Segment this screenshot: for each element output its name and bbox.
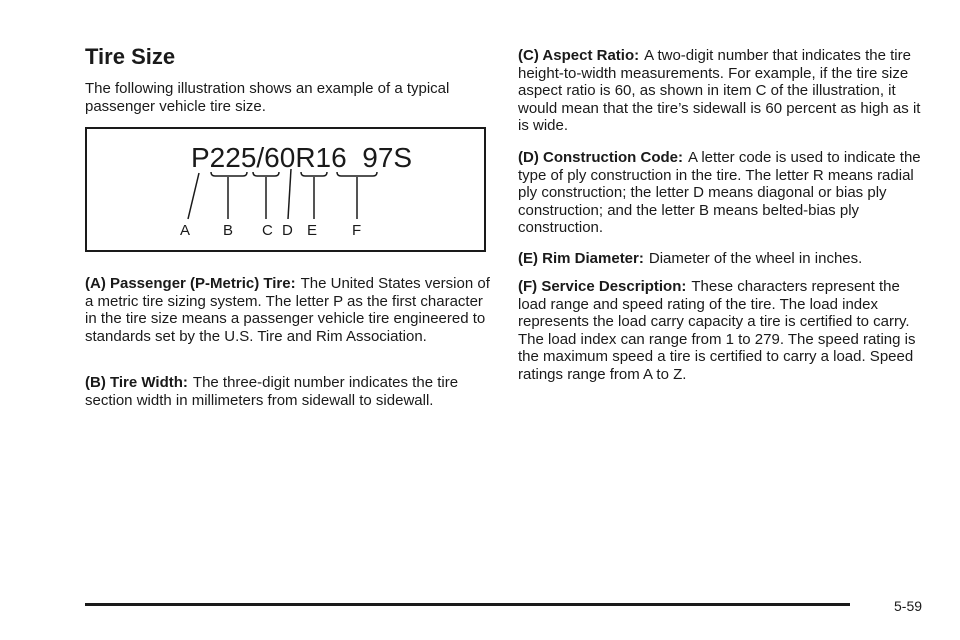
callout-a: A <box>180 222 191 239</box>
callout-f: F <box>352 222 362 239</box>
callout-d: D <box>282 222 293 239</box>
definition-term: (E) Rim Diameter: <box>518 250 644 267</box>
tire-size-illustration <box>85 127 486 252</box>
callout-b: B <box>223 222 234 239</box>
definition-rim-diameter <box>518 250 930 268</box>
definition-text: The three-digit number indicates the tire section width in millimeters from sidewall to sidewall. <box>85 374 459 409</box>
definition-text: A letter code is used to indicate the type of ply construction in the tire. The letter R means radial ply construction; the letter D means diagonal or bias ply construction; and the letter B means belted-bias ply construction. <box>518 149 921 237</box>
callout-e: E <box>307 222 318 239</box>
section-title: Tire Size <box>85 44 176 69</box>
leader-line-d <box>288 169 291 219</box>
footer-rule <box>85 603 850 606</box>
definition-term: (B) Tire Width: <box>85 374 188 391</box>
definition-text: The United States version of a metric tire sizing system. The letter P as the first character in the tire size means a passenger vehicle tire engineered to standards set by the U.S. Tire and Rim Association. <box>85 275 490 345</box>
tire-size-code: P225/60R16 97S <box>191 142 413 173</box>
tire-size-diagram <box>87 129 484 250</box>
definition-text: These characters represent the load range and speed rating of the tire. The load index represents the load carry capacity a tire is certified to carry. The load index can range from 1 to 279. The speed rating is the maximum speed a tire is certified to carry a load. Speed ratings range from A to Z. <box>518 278 916 383</box>
definition-text: A two-digit number that indicates the tire height-to-width measurements. For example, if the tire size aspect ratio is 60, as shown in item C of the illustration, it would mean that the tire’s sidewall is 60 percent as high as it is wide. <box>518 47 921 135</box>
definition-text: Diameter of the wheel in inches. <box>648 250 863 267</box>
definition-tire-width <box>85 374 493 409</box>
leader-line-a <box>188 173 199 219</box>
definition-aspect-ratio <box>518 47 930 135</box>
callout-c: C <box>262 222 273 239</box>
definition-term: (D) Construction Code: <box>518 149 683 166</box>
definition-term: (C) Aspect Ratio: <box>518 47 640 64</box>
definition-term: (A) Passenger (P-Metric) Tire: <box>85 275 296 292</box>
definition-passenger-tire <box>85 275 493 345</box>
definition-construction-code <box>518 149 930 237</box>
definition-service-description <box>518 278 930 384</box>
intro-paragraph: The following illustration shows an example of a typical passenger vehicle tire size. <box>85 80 450 115</box>
page-number: 5-59 <box>894 598 923 614</box>
definition-term: (F) Service Description: <box>518 278 687 295</box>
